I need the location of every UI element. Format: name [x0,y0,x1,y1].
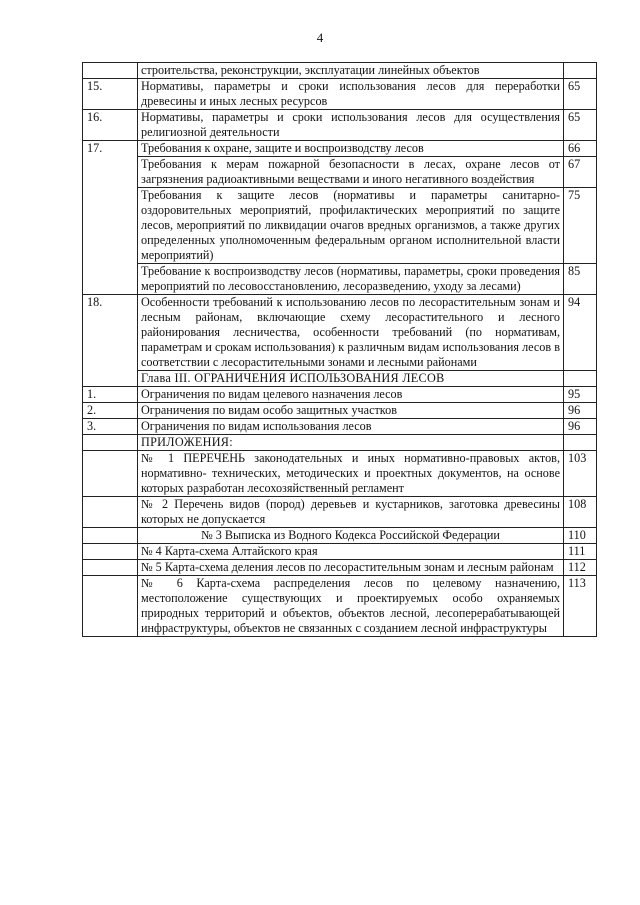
toc-row [83,141,597,157]
toc-row [83,63,597,79]
toc-row-number [83,497,138,528]
toc-row-page: 111 [564,544,597,560]
toc-row-page [564,435,597,451]
toc-row-number [83,544,138,560]
toc-row-number: 18. [83,295,138,387]
toc-row-page [564,63,597,79]
toc-row-number: 17. [83,141,138,295]
toc-row-title: ПРИЛОЖЕНИЯ: [138,435,564,451]
toc-row-number [83,435,138,451]
toc-row-number [83,528,138,544]
toc-row [83,528,597,544]
toc-row [83,387,597,403]
toc-row-page: 75 [564,188,597,264]
toc-row-page: 113 [564,576,597,637]
toc-row-title: № 1 ПЕРЕЧЕНЬ законодательных и иных нормативно-правовых актов, нормативно- технических, методических и проектных документов, на основе которых разработан лесохозяйственный регламент [138,451,564,497]
toc-row-title: № 5 Карта-схема деления лесов по лесорастительным зонам и лесным районам [138,560,564,576]
toc-row-title: № 2 Перечень видов (пород) деревьев и кустарников, заготовка древесины которых не допускается [138,497,564,528]
toc-row-page [564,371,597,387]
toc-row-title: № 4 Карта-схема Алтайского края [138,544,564,560]
toc-row-title: строительства, реконструкции, эксплуатации линейных объектов [138,63,564,79]
toc-row-page: 67 [564,157,597,188]
toc-row-number: 2. [83,403,138,419]
toc-row-number [83,63,138,79]
toc-row [83,451,597,497]
toc-row-title: Требование к воспроизводству лесов (нормативы, параметры, сроки проведения мероприятий по лесовосстановлению, лесоразведению, уходу за лесами) [138,264,564,295]
toc-row-number: 3. [83,419,138,435]
toc-row-page: 85 [564,264,597,295]
toc-row [83,435,597,451]
table-of-contents [82,62,597,637]
toc-row [83,188,597,264]
toc-row-title: Особенности требований к использованию лесов по лесорастительным зонам и лесным районам, включающие схему лесорастительного и лесного районирования лесничества, особенности требований (по нормативам, параметрам и срокам использования) к различным видам использования лесов в соответствии с лесорастительными зонами и лесными районами [138,295,564,371]
toc-row-title: Требования к мерам пожарной безопасности в лесах, охране лесов от загрязнения радиоактивными веществами и иного негативного воздействия [138,157,564,188]
toc-row [83,560,597,576]
toc-row-page: 66 [564,141,597,157]
toc-row-title: Нормативы, параметры и сроки использования лесов для осуществления религиозной деятельности [138,110,564,141]
toc-row-number [83,451,138,497]
toc-row [83,497,597,528]
toc-row-title: Нормативы, параметры и сроки использования лесов для переработки древесины и иных лесных ресурсов [138,79,564,110]
toc-row-number: 1. [83,387,138,403]
toc-row [83,371,597,387]
toc-row-page: 65 [564,110,597,141]
toc-row [83,79,597,110]
toc-row-page: 65 [564,79,597,110]
toc-row [83,544,597,560]
toc-row-page: 112 [564,560,597,576]
toc-row-page: 95 [564,387,597,403]
toc-row-page: 94 [564,295,597,371]
toc-row-title: Ограничения по видам особо защитных участков [138,403,564,419]
toc-row-title: № 3 Выписка из Водного Кодекса Российской Федерации [138,528,564,544]
toc-row-number [83,560,138,576]
toc-row-page: 96 [564,403,597,419]
toc-row [83,403,597,419]
toc-row-number: 16. [83,110,138,141]
toc-body [83,63,597,637]
page-number: 4 [316,30,324,45]
toc-row-page: 103 [564,451,597,497]
toc-row [83,576,597,637]
toc-row-page: 108 [564,497,597,528]
toc-row-title: Требования к защите лесов (нормативы и параметры санитарно-оздоровительных мероприятий, профилактических мероприятий по защите лесов, мероприятий по ликвидации очагов вредных организмов, а также других определенных уполномоченным федеральным органом исполнительной власти мероприятий) [138,188,564,264]
toc-row [83,110,597,141]
toc-row-title: Глава III. ОГРАНИЧЕНИЯ ИСПОЛЬЗОВАНИЯ ЛЕСОВ [138,371,564,387]
toc-row [83,419,597,435]
toc-row-title: Требования к охране, защите и воспроизводству лесов [138,141,564,157]
toc-row-page: 110 [564,528,597,544]
toc-row [83,264,597,295]
toc-row-number [83,576,138,637]
toc-row [83,295,597,371]
toc-row [83,157,597,188]
toc-row-page: 96 [564,419,597,435]
toc-row-title: Ограничения по видам целевого назначения лесов [138,387,564,403]
toc-row-number: 15. [83,79,138,110]
toc-row-title: № 6 Карта-схема распределения лесов по целевому назначению, местоположение существующих и проектируемых особо охраняемых природных территорий и объектов, объектов лесной, лесоперерабатывающей инфраструктуры, объектов не связанных с созданием лесной инфраструктуры [138,576,564,637]
toc-row-title: Ограничения по видам использования лесов [138,419,564,435]
